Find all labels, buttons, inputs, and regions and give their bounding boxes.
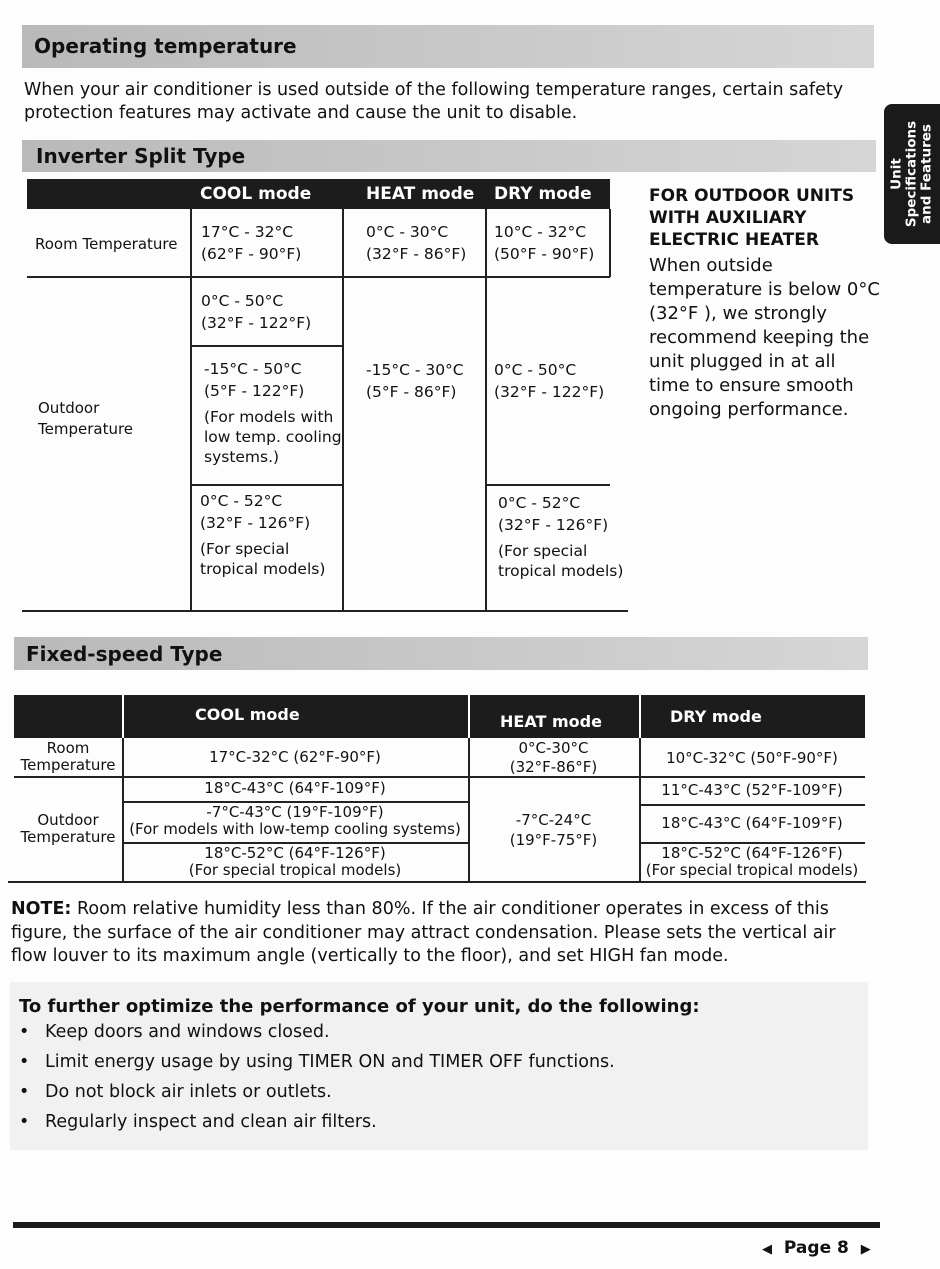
value-line: (For special (200, 540, 290, 558)
value-line: (32°F - 126°F) (498, 516, 609, 534)
cell-outdoor-dry-lowtemp: 18°C-43°C (64°F-109°F) (661, 814, 843, 832)
value-line: 18°C-52°C (64°F-126°F) (661, 844, 843, 862)
value-line: (19°F-75°F) (509, 831, 598, 849)
body-line: time to ensure smooth (649, 375, 854, 396)
row-label-room: Room Temperature (35, 235, 178, 253)
note-label: NOTE: (11, 899, 72, 919)
tip-text: Do not block air inlets or outlets. (45, 1082, 332, 1102)
heater-note-heading (649, 185, 884, 251)
col-header-cool: COOL mode (200, 184, 312, 204)
row-label-room (14, 740, 122, 774)
col-header-dry: DRY mode (670, 707, 762, 726)
label-line: Temperature (20, 828, 116, 846)
list-item: • Limit energy usage by using TIMER ON and TIMER OFF functions. (19, 1052, 615, 1072)
value-line: (For models with (204, 408, 334, 426)
list-item: • Keep doors and windows closed. (19, 1022, 330, 1042)
value-line: 0°C - 30°C (366, 223, 449, 241)
auxiliary-heater-note (649, 185, 884, 422)
list-item: • Regularly inspect and clean air filters. (19, 1112, 377, 1132)
side-tab-line: Specifications (903, 120, 920, 228)
label-line: Outdoor (38, 399, 100, 417)
chapter-side-tab (884, 104, 940, 244)
label-line: Room (46, 739, 90, 757)
tips-heading: To further optimize the performance of your unit, do the following: (19, 996, 700, 1017)
value-line: low temp. cooling (204, 428, 342, 446)
body-line: unit plugged in at all (649, 351, 836, 372)
fixed-speed-header (14, 637, 868, 670)
row-label-outdoor (14, 812, 122, 846)
value-line: 0°C - 52°C (498, 494, 581, 512)
note-text: Room relative humidity less than 80%. If the air conditioner operates in excess of this figure, the surface of the air conditioner may attract condensation. Please sets the vertical air flow louver to its maximum angle (vertically to the floor), and set HIGH fan mode. (11, 899, 836, 966)
page-indicator (762, 1238, 871, 1258)
heading-line: WITH AUXILIARY (649, 208, 807, 228)
value-line: tropical models) (498, 562, 624, 580)
cell-outdoor-cool-standard: 18°C-43°C (64°F-109°F) (204, 779, 386, 797)
cell-outdoor-cool-lowtemp (122, 804, 468, 838)
value-line: (5°F - 86°F) (366, 383, 457, 401)
cell-outdoor-dry-tropical (639, 845, 865, 879)
value-line: (5°F - 122°F) (204, 382, 305, 400)
cell-room-cool: 17°C-32°C (62°F-90°F) (209, 748, 381, 766)
value-line: 0°C - 50°C (494, 361, 577, 379)
section-title: Fixed-speed Type (26, 642, 223, 666)
value-line: 17°C - 32°C (201, 223, 294, 241)
value-line: (For special (498, 542, 588, 560)
body-line: ongoing performance. (649, 399, 849, 420)
value-line: 18°C-52°C (64°F-126°F) (204, 844, 386, 862)
value-line: (For special tropical models) (645, 861, 859, 879)
value-line: -7°C-24°C (515, 811, 592, 829)
next-page-icon[interactable]: ▶ (860, 1242, 871, 1257)
heading-line: FOR OUTDOOR UNITS (649, 186, 855, 206)
body-line: When outside (649, 255, 773, 276)
heater-note-body (649, 254, 884, 422)
cell-outdoor-cool-tropical (122, 845, 468, 879)
value-line: (32°F - 122°F) (201, 314, 312, 332)
value-line: tropical models) (200, 560, 326, 578)
label-line: Outdoor (37, 811, 99, 829)
value-line: (32°F-86°F) (509, 758, 598, 776)
side-tab-line: Unit (888, 158, 905, 190)
value-line: (32°F - 122°F) (494, 383, 605, 401)
cell-room-cool (201, 221, 301, 265)
cell-outdoor-dry-tropical (498, 492, 623, 581)
page-number: Page 8 (783, 1238, 849, 1258)
value-line: (For models with low-temp cooling systems) (129, 820, 461, 838)
col-header-heat: HEAT mode (500, 712, 602, 731)
label-line: Temperature (38, 420, 134, 438)
value-line: (50°F - 90°F) (494, 245, 595, 263)
value-line: 0°C - 50°C (201, 292, 284, 310)
tip-text: Regularly inspect and clean air filters. (45, 1112, 377, 1132)
cell-outdoor-cool-tropical (200, 490, 325, 579)
cell-outdoor-cool-standard (201, 290, 311, 334)
tips-list (19, 1022, 615, 1142)
col-header-heat: HEAT mode (366, 184, 475, 204)
side-tab-line: and Features (918, 124, 935, 224)
tip-text: Limit energy usage by using TIMER ON and TIMER OFF functions. (45, 1052, 615, 1072)
cell-room-dry: 10°C-32°C (50°F-90°F) (666, 749, 838, 767)
section-title: Operating temperature (34, 34, 297, 58)
cell-room-heat (468, 740, 639, 776)
value-line: 0°C-30°C (518, 739, 589, 757)
value-line: -15°C - 50°C (204, 360, 302, 378)
section-title: Inverter Split Type (36, 144, 246, 168)
row-label-outdoor (38, 398, 133, 440)
prev-page-icon[interactable]: ◀ (762, 1242, 772, 1257)
cell-outdoor-cool-lowtemp (204, 358, 342, 467)
operating-temperature-header (22, 25, 874, 68)
label-line: Temperature (20, 756, 116, 774)
cell-outdoor-heat (468, 812, 639, 849)
tip-text: Keep doors and windows closed. (45, 1022, 330, 1042)
operating-intro-text: When your air conditioner is used outside of the following temperature ranges, certain safety protection features may activate and cause the unit to disable. (24, 80, 844, 123)
cell-room-dry (494, 221, 594, 265)
value-line: (62°F - 90°F) (201, 245, 302, 263)
body-line: (32°F ), we strongly (649, 303, 827, 324)
cell-outdoor-dry-standard (494, 359, 604, 403)
body-line: temperature is below 0°C (649, 279, 880, 300)
value-line: (32°F - 126°F) (200, 514, 311, 532)
col-header-dry: DRY mode (494, 184, 592, 204)
body-line: recommend keeping the (649, 327, 870, 348)
footer-rule (13, 1222, 880, 1228)
inverter-split-header (22, 140, 876, 172)
value-line: -7°C-43°C (19°F-109°F) (206, 803, 384, 821)
col-header-cool: COOL mode (195, 705, 300, 724)
value-line: (32°F - 86°F) (366, 245, 467, 263)
value-line: 0°C - 52°C (200, 492, 283, 510)
value-line: 10°C - 32°C (494, 223, 587, 241)
cell-room-heat (366, 221, 466, 265)
value-line: systems.) (204, 448, 280, 466)
value-line: (For special tropical models) (188, 861, 402, 879)
cell-outdoor-dry-standard: 11°C-43°C (52°F-109°F) (661, 781, 843, 799)
cell-outdoor-heat (366, 359, 464, 403)
value-line: -15°C - 30°C (366, 361, 464, 379)
heading-line: ELECTRIC HEATER (649, 230, 819, 250)
list-item: • Do not block air inlets or outlets. (19, 1082, 332, 1102)
humidity-note (11, 898, 861, 969)
